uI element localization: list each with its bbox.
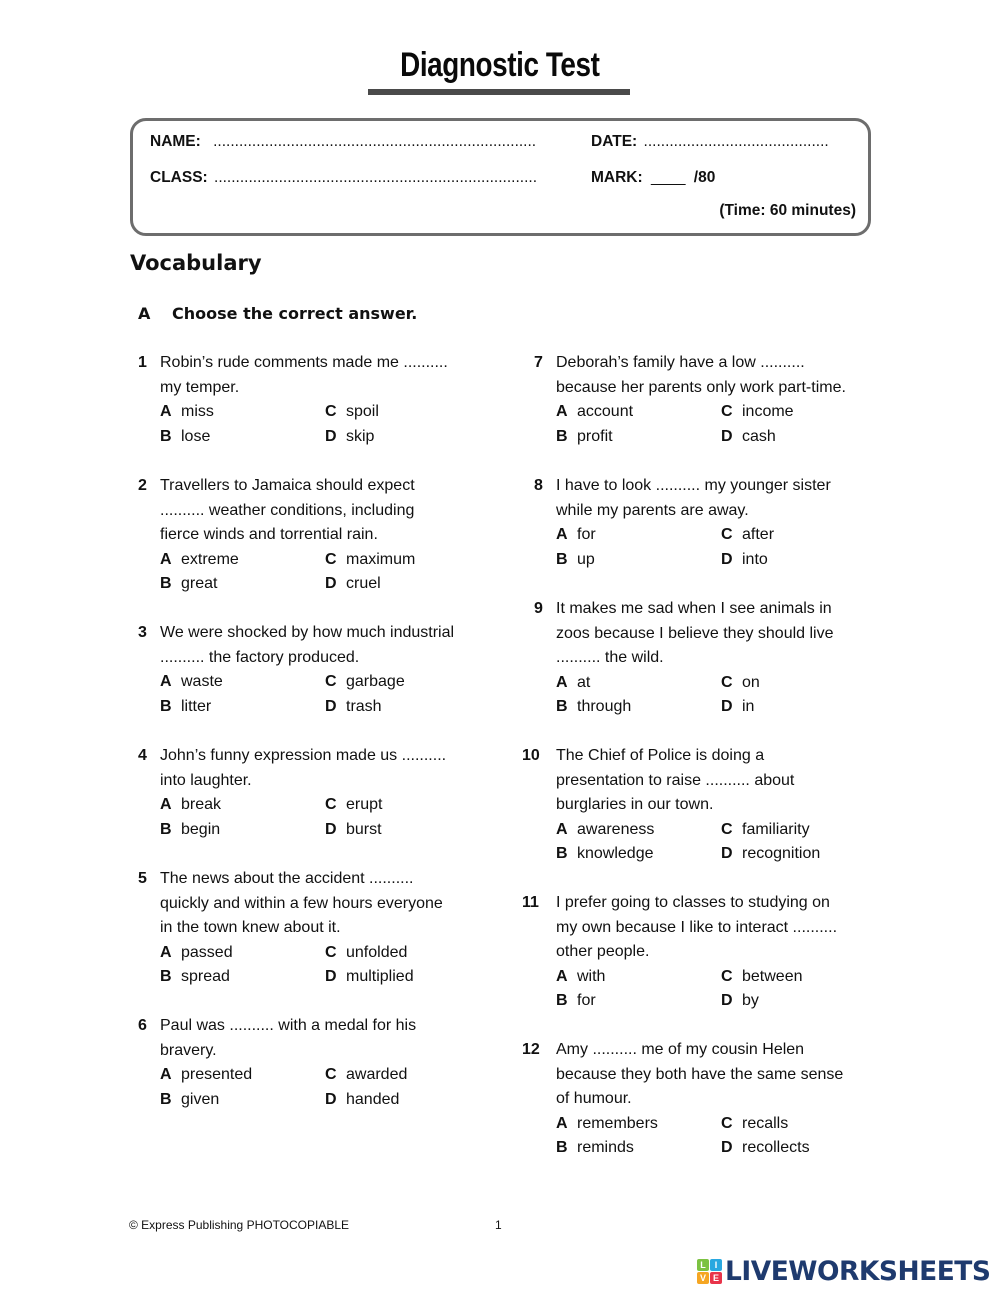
live-blocks-icon: L I V E <box>697 1259 722 1284</box>
question-text: my own because I like to interact .......... <box>556 918 838 936</box>
question-5 <box>138 867 478 990</box>
student-info-box <box>130 118 871 236</box>
option-c[interactable]: C on <box>721 673 760 691</box>
question-text: because they both have the same sense <box>556 1065 844 1083</box>
option-a[interactable]: A at <box>556 673 591 691</box>
option-b[interactable]: B given <box>160 1090 220 1108</box>
mark-total: /80 <box>693 169 716 186</box>
option-b[interactable]: B spread <box>160 968 230 985</box>
option-a[interactable]: A with <box>556 967 606 985</box>
option-c[interactable]: C after <box>721 526 775 543</box>
question-number: 2 <box>138 477 147 494</box>
question-number: 4 <box>138 747 147 764</box>
question-text: other people. <box>556 943 650 960</box>
option-c[interactable]: C income <box>721 403 794 420</box>
option-d[interactable]: D into <box>721 550 768 568</box>
question-number: 12 <box>522 1041 540 1058</box>
option-a[interactable]: A for <box>556 526 596 543</box>
question-12 <box>522 1038 884 1161</box>
question-text: quickly and within a few hours everyone <box>160 894 443 912</box>
question-text: fierce winds and torrential rain. <box>160 526 378 543</box>
option-d[interactable]: D cruel <box>325 575 381 592</box>
option-c[interactable]: C awarded <box>325 1066 408 1083</box>
question-text: Amy .......... me of my cousin Helen <box>556 1041 805 1058</box>
option-a[interactable]: A extreme <box>160 550 239 568</box>
question-text: my temper. <box>160 378 240 396</box>
question-number: 10 <box>522 747 540 764</box>
question-text: We were shocked by how much industrial <box>160 624 455 641</box>
question-text: It makes me sad when I see animals in <box>556 600 832 617</box>
option-b[interactable]: B up <box>556 550 595 568</box>
instruction-text: Choose the correct answer. <box>172 304 418 323</box>
question-number: 5 <box>138 870 147 887</box>
option-b[interactable]: B profit <box>556 427 613 445</box>
copyright-footer: © Express Publishing PHOTOCOPIABLE <box>129 1218 350 1232</box>
question-9 <box>534 597 884 720</box>
option-d[interactable]: D handed <box>325 1090 400 1108</box>
option-c[interactable]: C familiarity <box>721 820 810 838</box>
option-d[interactable]: D burst <box>325 820 382 838</box>
mark-row <box>591 169 715 187</box>
question-8 <box>534 474 884 572</box>
name-row <box>150 133 536 151</box>
question-text: presentation to raise .......... about <box>556 771 795 789</box>
question-2 <box>138 474 478 597</box>
option-b[interactable]: B lose <box>160 427 211 445</box>
question-number: 9 <box>534 600 543 617</box>
logo-text: LIVEWORKSHEETS <box>725 1255 991 1287</box>
title-underline <box>368 89 630 95</box>
question-number: 1 <box>138 354 147 371</box>
question-text: Paul was .......... with a medal for his <box>160 1017 417 1034</box>
page-number: 1 <box>495 1218 502 1232</box>
option-b[interactable]: B begin <box>160 820 221 838</box>
option-d[interactable]: D cash <box>721 427 776 445</box>
question-text: I prefer going to classes to studying on <box>556 894 830 911</box>
option-c[interactable]: C unfolded <box>325 943 408 961</box>
exercise-instruction <box>138 304 417 323</box>
option-a[interactable]: A account <box>556 403 634 420</box>
option-b[interactable]: B great <box>160 575 218 592</box>
name-field[interactable]: ........................................................................... <box>213 133 537 150</box>
question-number: 8 <box>534 477 543 494</box>
date-field[interactable]: ........................................... <box>643 133 829 150</box>
option-b[interactable]: B knowledge <box>556 845 654 862</box>
mark-field[interactable]: ____ <box>650 169 686 186</box>
option-d[interactable]: D trash <box>325 697 382 715</box>
question-text: zoos because I believe they should live <box>556 624 834 642</box>
option-a[interactable]: A miss <box>160 403 214 420</box>
question-text: burglaries in our town. <box>556 796 714 813</box>
question-text: .......... the factory produced. <box>160 648 360 666</box>
option-b[interactable]: B litter <box>160 697 212 715</box>
exercise-letter: A <box>138 304 151 323</box>
section-title: Vocabulary <box>130 251 262 275</box>
question-4 <box>138 744 478 842</box>
question-6 <box>138 1014 478 1112</box>
mark-label: MARK: <box>591 169 643 186</box>
option-b[interactable]: B reminds <box>556 1139 634 1156</box>
option-c[interactable]: C erupt <box>325 796 383 813</box>
option-a[interactable]: A presented <box>160 1066 253 1083</box>
option-c[interactable]: C between <box>721 967 803 985</box>
option-a[interactable]: A awareness <box>556 820 655 838</box>
class-field[interactable]: ........................................................................... <box>214 169 537 186</box>
question-10 <box>522 744 884 867</box>
question-text: The news about the accident .......... <box>160 870 414 887</box>
question-1 <box>138 351 478 449</box>
option-c[interactable]: C maximum <box>325 550 416 568</box>
class-label: CLASS: <box>150 169 208 186</box>
question-text: while my parents are away. <box>556 501 749 519</box>
option-b[interactable]: B for <box>556 992 596 1009</box>
page-title: Diagnostic Test <box>400 46 600 84</box>
question-text: Robin’s rude comments made me .......... <box>160 354 448 371</box>
option-d[interactable]: D by <box>721 992 759 1009</box>
name-label: NAME: <box>150 133 201 150</box>
question-text: John’s funny expression made us .......... <box>160 747 447 764</box>
question-number: 3 <box>138 624 147 641</box>
option-d[interactable]: D recollects <box>721 1139 810 1156</box>
option-a[interactable]: A break <box>160 796 222 813</box>
question-text: in the town knew about it. <box>160 919 341 936</box>
question-text: The Chief of Police is doing a <box>556 747 765 764</box>
question-text: because her parents only work part-time. <box>556 378 846 396</box>
option-d[interactable]: D recognition <box>721 845 821 862</box>
option-b[interactable]: B through <box>556 698 632 715</box>
option-d[interactable]: D multiplied <box>325 968 414 985</box>
option-c[interactable]: C spoil <box>325 403 379 420</box>
question-number: 7 <box>534 354 543 371</box>
question-text: of humour. <box>556 1090 632 1107</box>
date-label: DATE: <box>591 133 638 150</box>
question-text: I have to look .......... my younger sister <box>556 477 831 494</box>
question-text: into laughter. <box>160 771 252 789</box>
question-text: Deborah’s family have a low .......... <box>556 354 805 371</box>
question-11 <box>522 891 884 1014</box>
option-a[interactable]: A passed <box>160 943 233 961</box>
liveworksheets-logo[interactable] <box>697 1256 996 1286</box>
option-a[interactable]: A waste <box>160 673 223 690</box>
question-text: Travellers to Jamaica should expect <box>160 477 415 494</box>
question-number: 11 <box>522 894 539 911</box>
option-c[interactable]: C garbage <box>325 673 405 690</box>
option-a[interactable]: A remembers <box>556 1114 658 1132</box>
question-text: bravery. <box>160 1041 217 1059</box>
question-number: 6 <box>138 1017 147 1034</box>
option-d[interactable]: D in <box>721 698 755 715</box>
question-text: .......... the wild. <box>556 649 664 666</box>
class-row <box>150 169 537 187</box>
question-text: .......... weather conditions, including <box>160 501 415 519</box>
question-3 <box>138 621 478 719</box>
option-d[interactable]: D skip <box>325 427 375 445</box>
question-7 <box>534 351 884 449</box>
time-limit: (Time: 60 minutes) <box>719 202 856 219</box>
date-row <box>591 133 829 151</box>
option-c[interactable]: C recalls <box>721 1114 789 1132</box>
